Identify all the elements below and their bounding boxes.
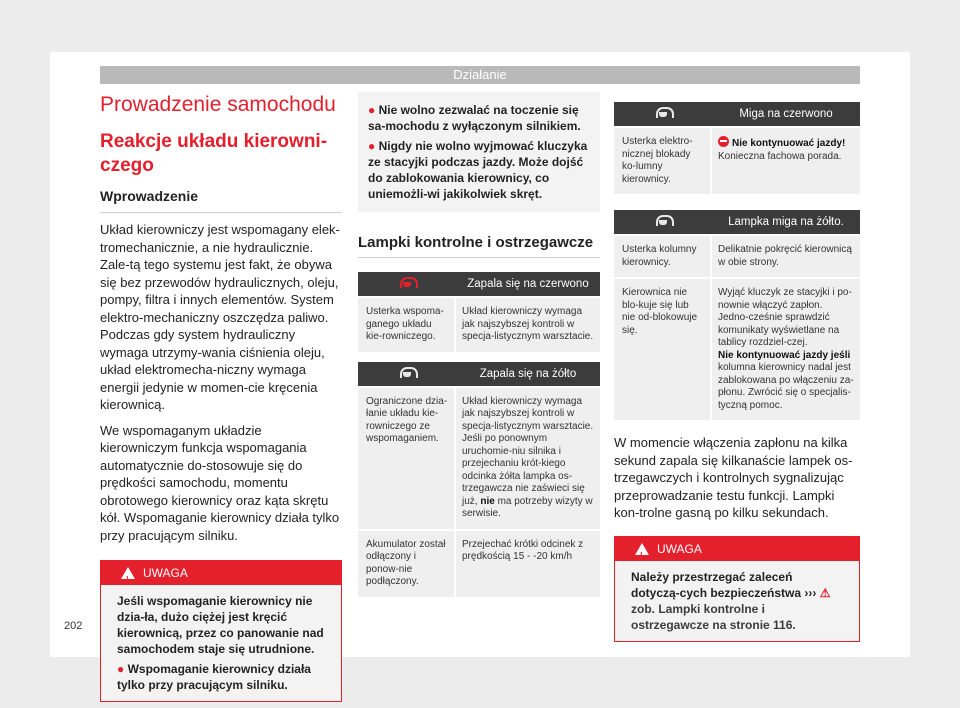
column-1 <box>100 92 342 702</box>
warning-continued <box>358 92 600 212</box>
intro-heading: Wprowadzenie <box>100 188 342 213</box>
column-3 <box>614 92 860 642</box>
lamp-table-title: Miga na czerwono <box>739 108 833 120</box>
section-header: Działanie <box>100 66 860 84</box>
warning-triangle-icon <box>121 567 135 579</box>
table-row: Kierownica nie blo-kuje się lub nie od-blokowuje się. Wyjąć kluczyk ze stacyjki i po-nownie włączyć zapłon. Jedno-cześnie sprawdzić komunikaty wyświetlane na tablicy rozdziel-czej. Nie kontynuować jazdy jeśli kolumna kierownicy nadal jest zablokowana po włączeniu za-płonu. Zwrócić się o specjalis-tyczną pomoc. <box>614 277 860 420</box>
paragraph-intro: Układ kierowniczy jest wspomagany elek-tromechanicznie, a nie hydraulicznie. Zale-tą tego systemu jest fakt, że obywa się bez przewodów hydraulicznych, oleju, pompy, filtra i innych elementów. System elektro-mechaniczny oszczędza paliwo. Podczas gdy system hydrauliczny wymaga utrzymy-wania ciśnienia oleju, układ elektromecha-niczny wymaga energii jedynie w momen-cie kręcenia kierownicą. <box>100 222 340 412</box>
lamp-table-header <box>614 102 860 126</box>
sub-title: Reakcje układu kierowni-czego <box>100 131 328 176</box>
steering-wheel-icon <box>399 277 415 291</box>
warning-body <box>101 585 341 701</box>
page-number: 202 <box>64 620 83 632</box>
warning-text: Jeśli wspomaganie kierownicy nie dzia-ła, dużo ciężej jest kręcić kierownicą, przez co panowanie nad samochodem staje się utrudnione. <box>117 594 324 656</box>
lamp-table-yellow <box>358 362 600 597</box>
main-title: Prowadzenie samochodu <box>100 93 336 116</box>
lamp-table-title: Zapala się na czerwono <box>467 278 589 290</box>
warning-bullet-1: ● Nie wolno zezwalać na toczenie się sa-mochodu z wyłączonym silnikiem. <box>368 103 581 133</box>
warning-box <box>100 560 342 702</box>
warning-bullet-2: ● Nigdy nie wolno wyjmować kluczyka ze stacyjki podczas jazdy. Może dojść do zablokowania kierownicy, co uniemożli-wi jakikolwiek skręt. <box>368 139 588 201</box>
warning-box <box>614 536 860 642</box>
lamp-table-yellow-blink <box>614 210 860 420</box>
steering-wheel-icon <box>655 107 671 121</box>
steering-wheel-icon <box>655 215 671 229</box>
lamp-table-header <box>358 362 600 386</box>
warning-body <box>615 561 859 641</box>
paragraph-ignition: W momencie włączenia zapłonu na kilka sekund zapala się kilkanaście lampek os-trzegawczych i kontrolnych sygnalizując przeprowadzanie testu funkcji. Lampki kon-trolne gasną po kilku sekundach. <box>614 435 853 520</box>
warning-label: UWAGA <box>143 566 188 580</box>
table-row: Usterka kolumny kierownicy. Delikatnie pokręcić kierownicą w obie strony. <box>614 234 860 277</box>
lamp-table-red <box>358 272 600 352</box>
warning-label: UWAGA <box>657 541 702 556</box>
lamp-table-red-blink <box>614 102 860 194</box>
warning-bullet: ● Wspomaganie kierownicy działa tylko przy pracującym silniku. <box>117 662 311 692</box>
warning-small-icon: ⚠ <box>819 585 831 600</box>
lamp-table-title: Lampka miga na żółto. <box>728 216 844 228</box>
steering-wheel-icon <box>399 367 415 381</box>
table-row: Akumulator został odłączony i ponow-nie podłączony. Przejechać krótki odcinek z prędkością 15 - -20 km/h <box>358 529 600 597</box>
table-row: Usterka wspoma-ganego układu kie-rowniczego. Układ kierowniczy wymaga jak najszybszej kontroli w specja-listycznym warsztacie. <box>358 296 600 352</box>
table-row: Ograniczone dzia-łanie układu kie-rowniczego ze wspomaganiem. Układ kierowniczy wymaga jak najszybszej kontroli w specja-listycznym warsztacie. Jeśli po ponownym uruchomie-niu silnika i przejechaniu krót-kiego odcinka żółta lampka os-trzegawcza nie zaświeci się już, nie ma potrzeby wizyty w serwisie. <box>358 386 600 529</box>
lamp-table-title: Zapala się na żółto <box>479 367 577 380</box>
lamp-table-header <box>614 210 860 234</box>
warning-text: Należy przestrzegać zaleceń dotyczą-cych bezpieczeństwa ››› ⚠ zob. Lampki kontrolne i ostrzegawcze na stronie 116. <box>631 569 831 632</box>
table-row: Usterka elektro-nicznej blokady ko-lumny kierownicy. Nie kontynuować jazdy! Konieczna fachowa porada. <box>614 126 860 194</box>
stop-icon <box>718 136 729 147</box>
lamp-table-header <box>358 272 600 296</box>
cross-reference-link[interactable]: zob. Lampki kontrolne i ostrzegawcze na stronie 116. <box>631 601 796 632</box>
warning-triangle-icon <box>635 543 649 555</box>
column-2 <box>358 92 600 597</box>
warning-header <box>101 561 341 585</box>
section-heading-lamps: Lampki kontrolne i ostrzegawcze <box>358 234 600 258</box>
paragraph-assist: We wspomaganym układzie kierowniczym funkcja wspomagania automatycznie do-stosowuje się do prędkości samochodu, momentu obrotowego kierownicy oraz kąta skrętu kół. Wspomaganie kierownicy działa tylko przy pracującym silniku. <box>100 422 340 543</box>
warning-header <box>615 537 859 561</box>
